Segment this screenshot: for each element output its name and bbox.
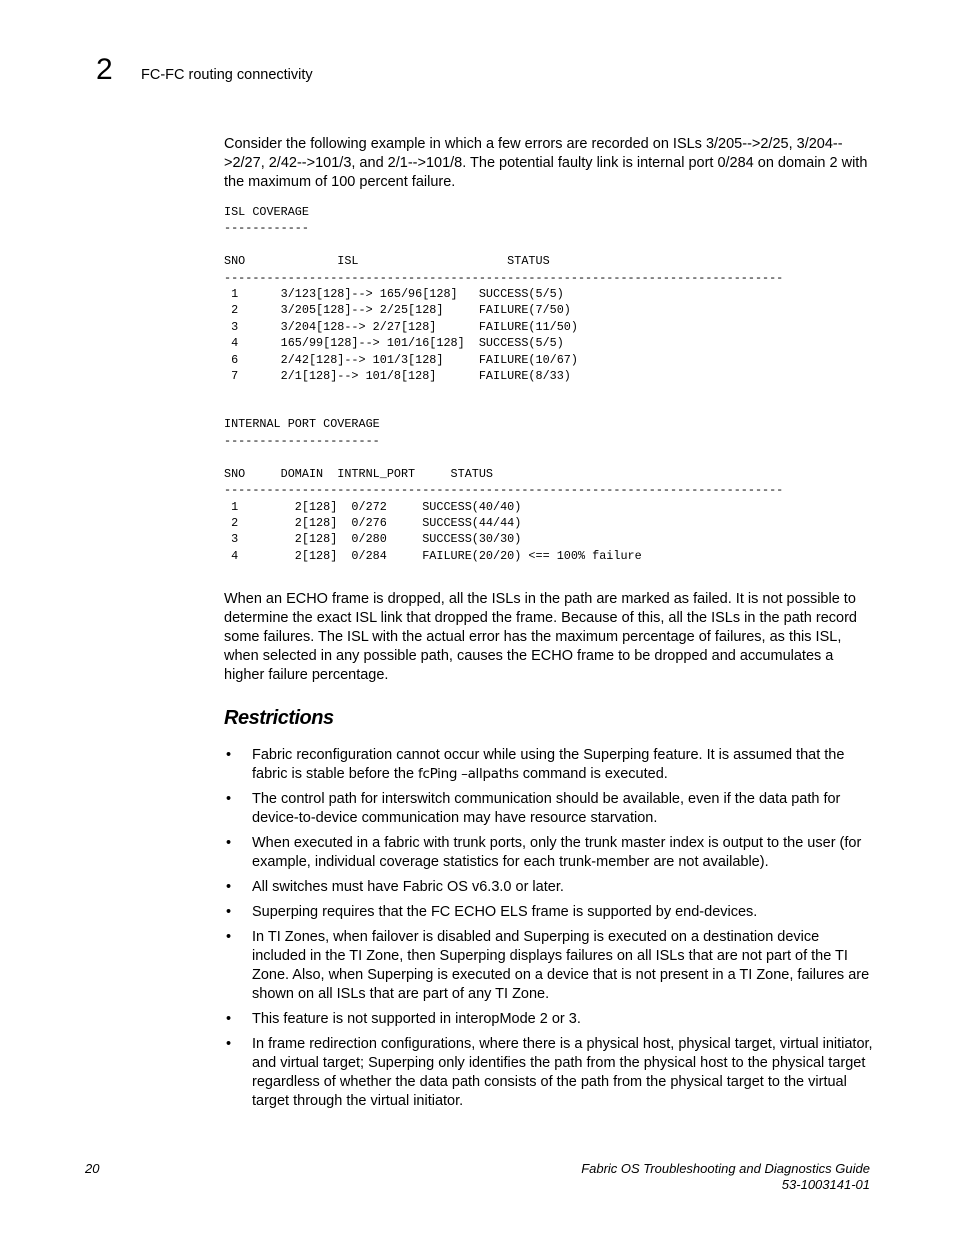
internal-port-coverage-code-block: INTERNAL PORT COVERAGE ---------------------- SNO DOMAIN INTRNL_PORT STATUS ------------------------------------------------------------------------------- 1 2[128] 0/272 SUCCESS(40/40) 2 2[128] 0/276 SUCCESS(44/44) 3 2[128] 0/280 SUCCESS(30/30) 4 2[128] 0/284 FAILURE(20/20) <== 100% failure (224, 417, 784, 563)
restriction-item (224, 928, 874, 1004)
restriction-item (224, 1010, 874, 1029)
page-number: 20 (85, 1161, 100, 1176)
bullet-icon: • (226, 1011, 232, 1028)
document-number: 53-1003141-01 (781, 1177, 870, 1192)
intro-paragraph: Consider the following example in which a few errors are recorded on ISLs 3/205-->2/25, 3/204-->2/27, 2/42-->101/3, and 2/1-->101/8. The potential faulty link is internal port 0/284 on domain 2 with the maximum of 100 percent failure. (224, 136, 868, 190)
command-name: fcPing –allpaths (418, 766, 519, 783)
restriction-text: The control path for interswitch communication should be available, even if the data path for device-to-device communication may have resource starvation. (252, 791, 841, 827)
page-content (224, 135, 874, 1117)
restrictions-heading: Restrictions (224, 707, 334, 730)
restriction-text: This feature is not supported in interopMode 2 or 3. (252, 1011, 581, 1028)
restriction-text: In frame redirection configurations, where there is a physical host, physical target, virtual initiator, and virtual target; Superping only identifies the path from the physical host to the physical target regardless of whether the data path consists of the path from the physical target to the virtual target through the virtual initiator. (252, 1036, 873, 1110)
restriction-item (224, 834, 874, 872)
restriction-text: In TI Zones, when failover is disabled and Superping is executed on a destination device included in the TI Zone, then Superping displays failures on all ISLs that are not part of the TI Zone. Also, when Superping is executed on a device that is not present in a TI Zone, failures are shown on all ISLs that are part of any TI Zone. (252, 929, 870, 1003)
bullet-icon: • (226, 904, 232, 921)
isl-coverage-code-block: ISL COVERAGE ------------ SNO ISL STATUS ------------------------------------------------------------------------------- 1 3/123[128]--> 165/96[128] SUCCESS(5/5) 2 3/205[128]--> 2/25[128] FAILURE(7/50) 3 3/204[128--> 2/27[128] FAILURE(11/50) 4 165/99[128]--> 101/16[128] SUCCESS(5/5) 6 2/42[128]--> 101/3[128] FAILURE(10/67) 7 2/1[128]--> 101/8[128] FAILURE(8/33) (224, 205, 784, 384)
restriction-text: Superping requires that the FC ECHO ELS frame is supported by end-devices. (252, 904, 758, 921)
restriction-item (224, 746, 874, 784)
restriction-text: command is executed. (518, 766, 668, 783)
bullet-icon: • (226, 879, 232, 896)
restriction-item (224, 903, 874, 922)
bullet-icon: • (226, 747, 232, 764)
footer-doc-info (581, 1161, 870, 1193)
echo-frame-paragraph: When an ECHO frame is dropped, all the ISLs in the path are marked as failed. It is not possible to determine the exact ISL link that dropped the frame. Because of this, all the ISLs in the path record some failures. The ISL with the actual error has the maximum percentage of failures, as this ISL, when selected in any possible path, causes the ECHO frame to be dropped and accumulates a higher failure percentage. (224, 591, 857, 684)
bullet-icon: • (226, 929, 232, 946)
restriction-item (224, 790, 874, 828)
restriction-text: When executed in a fabric with trunk ports, only the trunk master index is output to the user (for example, individual coverage statistics for each trunk-member are not available). (252, 835, 862, 871)
bullet-icon: • (226, 791, 232, 808)
chapter-number: 2 (96, 53, 113, 86)
bullet-icon: • (226, 1036, 232, 1053)
restriction-text: Fabric reconfiguration cannot occur while using the Superping feature. It is assumed that the fabric is stable before the (252, 747, 845, 783)
restriction-item (224, 878, 874, 897)
chapter-title: FC-FC routing connectivity (141, 67, 313, 83)
restriction-text: All switches must have Fabric OS v6.3.0 or later. (252, 879, 564, 896)
book-title: Fabric OS Troubleshooting and Diagnostics Guide (581, 1161, 870, 1176)
restrictions-list (224, 746, 874, 1111)
bullet-icon: • (226, 835, 232, 852)
restriction-item (224, 1035, 874, 1111)
